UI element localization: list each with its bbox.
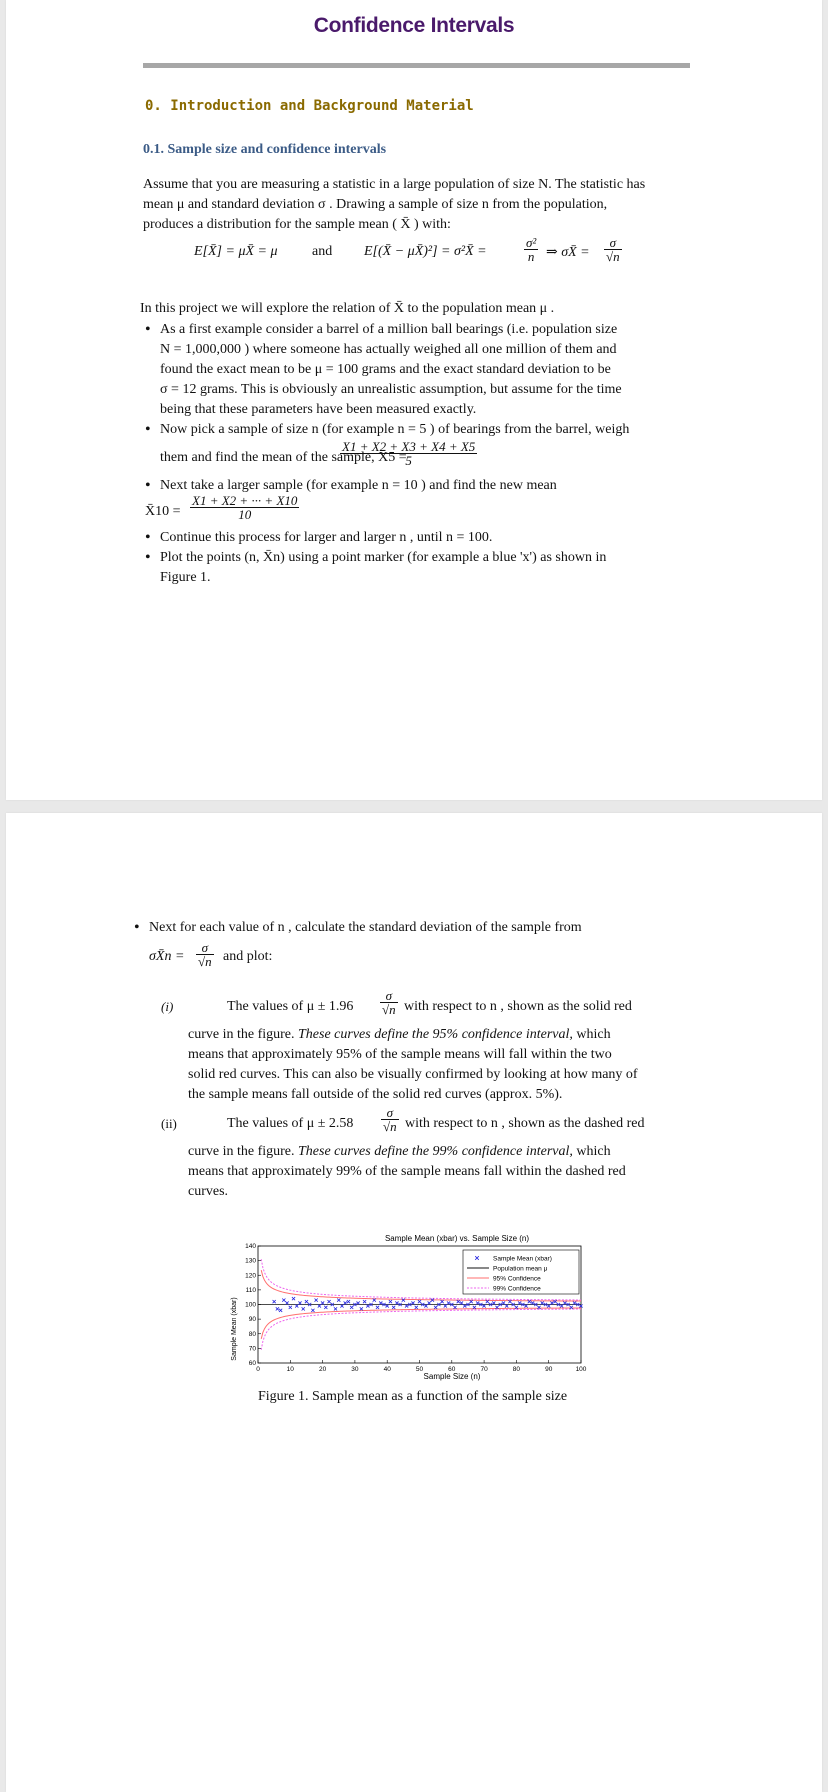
fraction-denominator: √n [382,1002,396,1017]
sigma-lhs: σX̄n = [149,949,185,964]
x-tick-label: 40 [383,1366,391,1373]
fraction-denominator: 5 [405,453,412,468]
subsection-heading: 0.1. Sample size and confidence intervals [143,142,387,157]
list-item [145,420,715,474]
item-emphasis: These curves define the 99% confidence interval, [298,1144,573,1159]
intro-paragraph [143,175,713,235]
intro-line: mean μ and standard deviation σ . Drawing a sample of size n from the population, [143,197,608,212]
item-text: The values of μ ± 1.96 [227,999,354,1014]
x-tick-label: 60 [448,1366,456,1373]
equation-fraction-sd [604,236,622,263]
sample-mean-fraction [190,494,299,521]
plot-area [245,1243,587,1373]
fraction-numerator: σ² [526,235,537,250]
fraction-denominator: 10 [238,507,252,522]
chart-y-label: Sample Mean (xbar) [231,1297,238,1361]
expectation-equation [194,235,634,280]
item-line: solid red curves. This can also be visually confirmed by looking at how many of [188,1067,638,1082]
legend-label: Sample Mean (xbar) [493,1255,552,1263]
item-line: means that approximately 99% of the sample means fall within the dashed red [188,1164,626,1179]
y-tick-label: 110 [245,1286,256,1294]
y-tick-label: 60 [248,1360,256,1367]
ci-fraction [381,1106,399,1133]
fraction-numerator: σ [196,941,214,955]
item-label: (i) [161,999,174,1014]
equation-variance: E[(X̄ − μX̄)²] = σ²X̄ = [364,244,487,259]
sigma-and-plot: and plot: [223,949,273,964]
bullet-text: N = 1,000,000 ) where someone has actually weighed all one million of them and [160,342,617,357]
fraction-denominator: √n [198,954,212,969]
fraction-numerator: X1 + X2 + X3 + X4 + X5 [342,439,476,454]
intro-line: produces a distribution for the sample mean ( X̄ ) with: [143,217,451,232]
bullet-text: • Now pick a sample of size n (for example n = 5 ) of bearings from the barrel, weigh [160,422,630,437]
document-title: Confidence Intervals [313,14,515,37]
list-item [134,918,734,938]
x-tick-label: 90 [545,1366,553,1373]
chart-title: Sample Mean (xbar) vs. Sample Size (n) [384,1234,530,1243]
fraction-numerator: σ [380,989,398,1003]
list-item [145,528,715,548]
sample-mean-fraction [340,440,477,467]
bullet-text: • Next for each value of n , calculate the standard deviation of the sample from [149,920,582,935]
x-tick-label: 50 [415,1366,424,1373]
y-tick-label: 80 [248,1330,256,1338]
x-tick-label: 80 [512,1366,521,1373]
list-item [145,476,715,528]
y-tick-label: 90 [248,1316,256,1324]
item-body [188,1025,728,1105]
bullet-text: them and find the mean of the sample, X̄5 = [160,450,407,465]
item-text: The values of μ ± 2.58 [227,1116,354,1131]
item-95-confidence [161,989,721,1109]
fraction-denominator: n [527,249,535,264]
bullet-text: • Plot the points (n, X̄n) using a point marker (for example a blue 'x') as shown in [160,550,607,565]
y-tick-label: 140 [245,1243,256,1250]
legend-label: Population mean μ [493,1265,548,1273]
item-text: curve in the figure. [188,1027,299,1042]
y-tick-label: 120 [245,1272,256,1280]
x-tick-label: 70 [480,1366,488,1373]
item-text: with respect to n , shown as the dashed red [405,1116,645,1131]
fraction-numerator: X1 + X2 + ··· + X10 [192,493,298,508]
bullet-equation [160,440,715,474]
item-line: means that approximately 95% of the sample means will fall within the two [188,1047,612,1062]
bullet-list [134,918,734,938]
y-tick-label: 130 [245,1257,256,1265]
fraction-numerator: σ [381,1106,399,1120]
bullet-text: being that these parameters have been measured exactly. [160,402,477,417]
bullet-text: found the exact mean to be μ = 100 grams and the exact standard deviation to be [160,362,611,377]
item-line: curves. [188,1184,229,1199]
bullet-text: • Next take a larger sample (for example n = 10 ) and find the new mean [160,478,557,493]
equation-implies: ⇒ σX̄ = [546,245,590,260]
chart-x-label: Sample Size (n) [423,1372,481,1381]
ci-fraction [380,989,398,1016]
equation-mean: E[X̄] = μX̄ = μ [194,244,278,259]
legend-label: 99% Confidence [493,1285,541,1293]
sample-mean-chart [222,1231,632,1381]
item-text: which [572,1027,611,1042]
y-tick-label: 70 [248,1345,256,1353]
list-item [145,548,715,588]
figure-caption: Figure 1. Sample mean as a function of the sample size [258,1389,568,1404]
fraction-denominator: √n [383,1119,397,1134]
sigma-equation [149,941,449,977]
figure-chart [222,1231,632,1381]
intro-line: Assume that you are measuring a statistic in a large population of size N. The statistic has [143,177,646,192]
x-tick-label: 30 [351,1366,359,1373]
equation-fraction-variance [524,236,538,263]
list-item [145,320,715,420]
x-tick-label: 10 [286,1366,294,1373]
bullet-text: X̄10 = [145,504,181,519]
y-tick-label: 100 [245,1301,256,1309]
sigma-fraction [196,941,214,968]
bullet-text: Figure 1. [160,570,211,585]
x-tick-label: 0 [256,1366,260,1373]
item-label: (ii) [161,1116,177,1131]
bullet-list [145,320,715,588]
title-divider [143,63,690,68]
item-line: the sample means fall outside of the solid red curves (approx. 5%). [188,1087,563,1102]
bullet-text: • As a first example consider a barrel of a million ball bearings (i.e. population size [160,322,618,337]
x-tick-label: 100 [575,1366,587,1373]
section-heading: 0. Introduction and Background Material [145,98,474,114]
item-line [188,1025,728,1045]
fraction-denominator: √n [606,249,620,264]
item-text: curve in the figure. [188,1144,299,1159]
fraction-numerator: σ [604,236,622,250]
item-line [188,1142,728,1162]
item-99-confidence [161,1106,721,1206]
item-text: which [572,1144,611,1159]
item-emphasis: These curves define the 95% confidence interval, [298,1027,573,1042]
item-body [188,1142,728,1202]
document-page-2 [6,813,822,1792]
explore-line: In this project we will explore the relation of X̄ to the population mean μ . [140,301,555,316]
bullet-text: σ = 12 grams. This is obviously an unrealistic assumption, but assume for the time [160,382,622,397]
bullet-equation [145,493,715,528]
x-tick-label: 20 [318,1366,327,1373]
bullet-text: • Continue this process for larger and larger n , until n = 100. [160,530,493,545]
item-text: with respect to n , shown as the solid red [404,999,632,1014]
equation-and: and [312,244,333,259]
legend-label: 95% Confidence [493,1275,541,1283]
document-page-1 [6,0,822,800]
